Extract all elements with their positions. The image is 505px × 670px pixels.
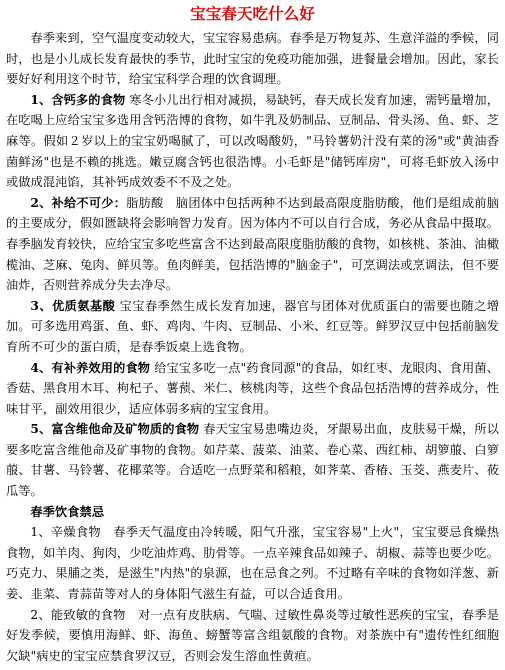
food-item-fatty-acid: [6, 193, 499, 296]
item-body: 寒冬小儿出行相对减损，易缺钙，春天成长发育加速，需钙量增加，在吃喝上应给宝宝多选用含钙浩博的食物，如牛乳及奶制品、豆制品、骨头汤、鱼、虾、芝麻等。假如２岁以上的宝宝奶喝腻了，可以改喝酸奶，"马铃薯奶汁没有菜的汤"或"黄油香菌鲜汤"也是不赖的挑选。嫩豆腐含钙也很浩博。小毛虾是"储钙库房"，可将毛虾放入汤中或做成混沌馅，其补钙成效委不不及之处。: [6, 92, 499, 190]
intro-paragraph: 春季来到，空气温度变动较大，宝宝容易患病。春季是万物复苏、生意洋溢的季候，同时，也是小儿成长发育最快的季节，此时宝宝的免疫功能加强，进餐量会增加。因此，家长要好好利用这个时节，给宝宝科学合理的饮食调理。: [6, 31, 499, 87]
item-heading: 2、补给不可少：: [30, 195, 127, 210]
item-heading: 3、优质氨基酸: [30, 298, 116, 313]
item-heading: 4、有补养效用的食物: [30, 360, 151, 375]
item-heading: 1、含钙多的食物: [30, 92, 126, 107]
taboo-item-allergen: 2、能致敏的食物 对一点有皮肤病、气喘、过敏性鼻炎等过敏性恶疾的宝宝，春季是好发季候，要慎用海鲜、虾、海鱼、螃蟹等富含组氨酸的食物。对茶族中有"遗传性红细胞欠缺"病史的宝宝应禁食罗汉豆，否则会发生溶血性黄疸。: [6, 607, 499, 663]
taboo-heading: 春季饮食禁忌: [30, 504, 105, 519]
item-body: 宝宝春季然生成长发育加速，器官与团体对优质蛋白的需要也随之增加。可多选用鸡蛋、鱼、虾、鸡肉、牛肉、豆制品、小米、红豆等。鲜罗汉豆中包括前脑发育所不可少的蛋白质，是春季饭桌上选食物。: [6, 298, 499, 354]
food-item-amino-acid: [6, 296, 499, 358]
item-body: 给宝宝多吃一点"药食同源"的食品，如红枣、龙眼肉、食用菌、香菇、黑食用木耳、枸杞子、薯蓣、米仁、核桃肉等，这些个食品包括浩博的营养成分，性味甘平，副效用很少，适应体弱多病的宝宝食用。: [6, 360, 500, 416]
food-item-vitamin: [6, 419, 499, 501]
item-body: 春天宝宝易患嘴边炎，牙龈易出血，皮肤易干燥，所以要多吃富含维他命及矿事物的食物。如芹菜、菠菜、油菜、卷心菜、西红柿、胡箩菔、白箩菔、甘薯、马铃薯、花椰菜等。合适吃一点野菜和稻粮，如荠菜、香椿、玉茭、燕麦片、莜瓜等。: [6, 422, 499, 499]
article-title: 宝宝春天吃什么好: [190, 4, 315, 23]
taboo-item-spicy: 1、辛燥食物 春季天气温度由冷转暖，阳气升涨，宝宝容易"上火"，宝宝要忌食燥热食物，如羊肉、狗肉，少吃油炸鸡、肋骨等。一点辛辣食品如辣子、胡椒、蒜等也要少吃。巧克力、果脯之类，是滋生"内热"的泉源，也在忌食之列。不过略有辛味的食物如洋葱、新姜、韭菜、青蒜苗等对人的身体阳气滋生有益，可以合适食用。: [6, 525, 499, 602]
food-item-tonic: [6, 358, 499, 420]
item-body: 脂肪酸 脑团体中包括两种不达到最高限度脂肪酸，他们是组成前脑的主要成分，假如匮缺将会影响智力发育。因为体内不可以自行合成，务必从食品中摄取。春季脑发育较快，应给宝宝多吃些富含不达到最高限度脂肪酸的食物，如核桃、茶油、油橄榄油、芝麻、兔肉、鲜贝等。鱼肉鲜美，包括浩博的"脑金子"，可烹调法或烹调法，但不要油炸，否则营养成分失去净尽。: [6, 195, 500, 293]
item-heading: 5、富含维他命及矿物质的食物: [30, 422, 200, 437]
food-item-calcium: [6, 90, 499, 193]
